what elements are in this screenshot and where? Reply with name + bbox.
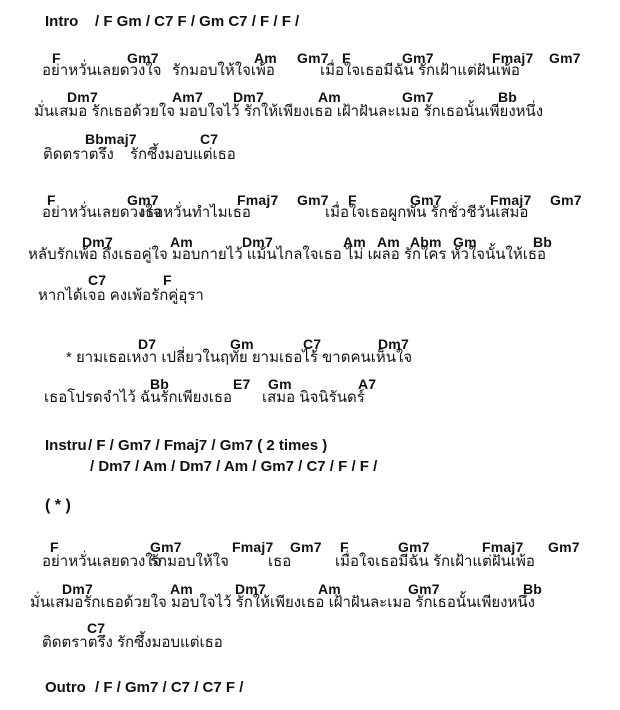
- section-label: Intro: [45, 13, 79, 30]
- lyric-segment: ฉันรักเพียงเธอ: [140, 389, 233, 406]
- sheet-line: [0, 287, 620, 307]
- chord: Fmaj7: [237, 192, 279, 208]
- chord: Gm: [230, 336, 254, 352]
- chord-progression: / Dm7 / Am / Dm7 / Am / Gm7 / C7 / F / F /: [90, 458, 378, 475]
- chord: Gm7: [549, 50, 581, 66]
- lyric-segment: เธอ: [268, 553, 292, 570]
- chord: Gm7: [297, 192, 329, 208]
- sheet-line: [0, 246, 620, 266]
- chord: C7: [87, 620, 106, 636]
- chord: Dm7: [82, 234, 113, 250]
- lyric-segment: เสมอ นิจนิรันดร์: [262, 389, 365, 406]
- chord: Bb: [523, 581, 543, 597]
- chord: Gm7: [402, 50, 434, 66]
- chord: Gm7: [550, 192, 582, 208]
- chord: Dm7: [233, 89, 264, 105]
- chord: Am: [318, 581, 341, 597]
- sheet-line: [0, 458, 620, 478]
- chord: Am: [318, 89, 341, 105]
- chord: Dm7: [62, 581, 93, 597]
- chord: C7: [88, 272, 107, 288]
- chord: C7: [303, 336, 322, 352]
- chord: F: [163, 272, 172, 288]
- lyric-segment: หากได้เจอ คงเพ้อรักคู่อุรา: [38, 287, 204, 304]
- sheet-line: [0, 62, 620, 82]
- chord: F: [50, 539, 59, 555]
- chord: Dm7: [242, 234, 273, 250]
- section-label: Instru: [45, 437, 87, 454]
- chord: Fmaj7: [492, 50, 534, 66]
- chord-progression: / F / Gm7 / Fmaj7 / Gm7 ( 2 times ): [88, 437, 328, 454]
- chord: Gm7: [297, 50, 329, 66]
- chord: Am7: [172, 89, 203, 105]
- chord: Dm7: [378, 336, 409, 352]
- chord: Dm7: [67, 89, 98, 105]
- chord: Am: [343, 234, 366, 250]
- chord: C7: [200, 131, 219, 147]
- lyric-segment: เมื่อใจเธอมีฉัน รักเฝ้าแต่ฝันเพ้อ: [335, 553, 535, 570]
- lyric-segment: อย่าหวั่นเลยดวงใจ: [42, 553, 162, 570]
- section-label: Outro: [45, 679, 86, 696]
- chord: F: [348, 192, 357, 208]
- lyric-segment: เธอหวั่นทำไมเธอ: [140, 204, 251, 221]
- lyric-segment: รักซึ้งมอบแต่เธอ: [130, 146, 236, 163]
- chord: F: [47, 192, 56, 208]
- chord: Bb: [533, 234, 553, 250]
- lyric-segment: เธอโปรดจำไว้: [44, 389, 136, 406]
- sheet-line: [0, 679, 620, 699]
- lyric-segment: เมื่อใจเธอมีฉัน รักเฝ้าแต่ฝันเพ้อ: [320, 62, 520, 79]
- sheet-line: [0, 146, 620, 166]
- chord-progression: / F Gm / C7 F / Gm C7 / F / F /: [95, 13, 300, 30]
- chord: Am: [377, 234, 400, 250]
- chord: Gm7: [127, 192, 159, 208]
- sheet-line: [0, 497, 620, 517]
- chord: Fmaj7: [482, 539, 524, 555]
- lyric-segment: มั่นเสมอ รักเธอด้วยใจ มอบใจไว้ รักให้เพียงเธอ เฝ้าฝันละเมอ รักเธอนั้นเพียงหนึ่ง: [34, 103, 544, 120]
- sheet-line: [0, 553, 620, 573]
- chord: Gm7: [150, 539, 182, 555]
- chord: F: [342, 50, 351, 66]
- chord: D7: [138, 336, 157, 352]
- lyric-segment: อย่าหวั่นเลยดวงใจ: [42, 204, 162, 221]
- lyric-segment: ติดตราตรึง: [43, 146, 114, 163]
- chord: Dm7: [235, 581, 266, 597]
- sheet-line: [0, 204, 620, 224]
- chord: Gm7: [290, 539, 322, 555]
- chord: Am: [170, 234, 193, 250]
- lyric-segment: อย่าหวั่นเลยดวงใจ: [42, 62, 162, 79]
- chord: Bb: [498, 89, 518, 105]
- chord: Gm7: [408, 581, 440, 597]
- lyric-segment: รักมอบให้ใจเพ้อ: [172, 62, 275, 79]
- chord: Gm7: [402, 89, 434, 105]
- sheet-line: [0, 13, 620, 33]
- repeat-marker: ( * ): [45, 497, 71, 514]
- chord: Gm: [453, 234, 477, 250]
- lyric-segment: หลับรักเพ้อ ถึงเธอคู่ใจ มอบกายไว้ แม้นไกลใจเธอ ไม่ เผลอ รักใคร หัวใจนั้นให้เธอ: [28, 246, 547, 263]
- chord-progression: / F / Gm7 / C7 / C7 F /: [95, 679, 244, 696]
- lyric-segment: เมื่อใจเธอผูกพัน รักชั่วชีวันเสมอ: [325, 204, 529, 221]
- sheet-line: [0, 103, 620, 123]
- chord: Gm7: [398, 539, 430, 555]
- chord: Gm7: [548, 539, 580, 555]
- chord: Gm7: [410, 192, 442, 208]
- chord: Abm: [410, 234, 442, 250]
- sheet-line: [0, 349, 620, 369]
- chord: Gm7: [127, 50, 159, 66]
- chord: Gm: [268, 376, 292, 392]
- sheet-line: [0, 634, 620, 654]
- lyric-segment: ติดตราตรึง รักซึ้งมอบแต่เธอ: [42, 634, 223, 651]
- chord: E7: [233, 376, 251, 392]
- chord: F: [340, 539, 349, 555]
- chord: Bbmaj7: [85, 131, 137, 147]
- lyric-segment: รักมอบให้ใจ: [150, 553, 229, 570]
- sheet-line: [0, 594, 620, 614]
- chord: Am: [170, 581, 193, 597]
- lyric-segment: * ยามเธอเหงา เปลี่ยวในฤทัย ยามเธอไร้ ขาดคนเห็นใจ: [66, 349, 413, 366]
- chord: Am: [254, 50, 277, 66]
- chord: Fmaj7: [490, 192, 532, 208]
- chord: Fmaj7: [232, 539, 274, 555]
- chord: A7: [358, 376, 377, 392]
- chord: Bb: [150, 376, 170, 392]
- chord: F: [52, 50, 61, 66]
- lyric-segment: มั่นเสมอรักเธอด้วยใจ มอบใจไว้ รักให้เพียงเธอ เฝ้าฝันละเมอ รักเธอนั้นเพียงหนึ่ง: [30, 594, 535, 611]
- sheet-line: [0, 437, 620, 457]
- sheet-line: [0, 389, 620, 409]
